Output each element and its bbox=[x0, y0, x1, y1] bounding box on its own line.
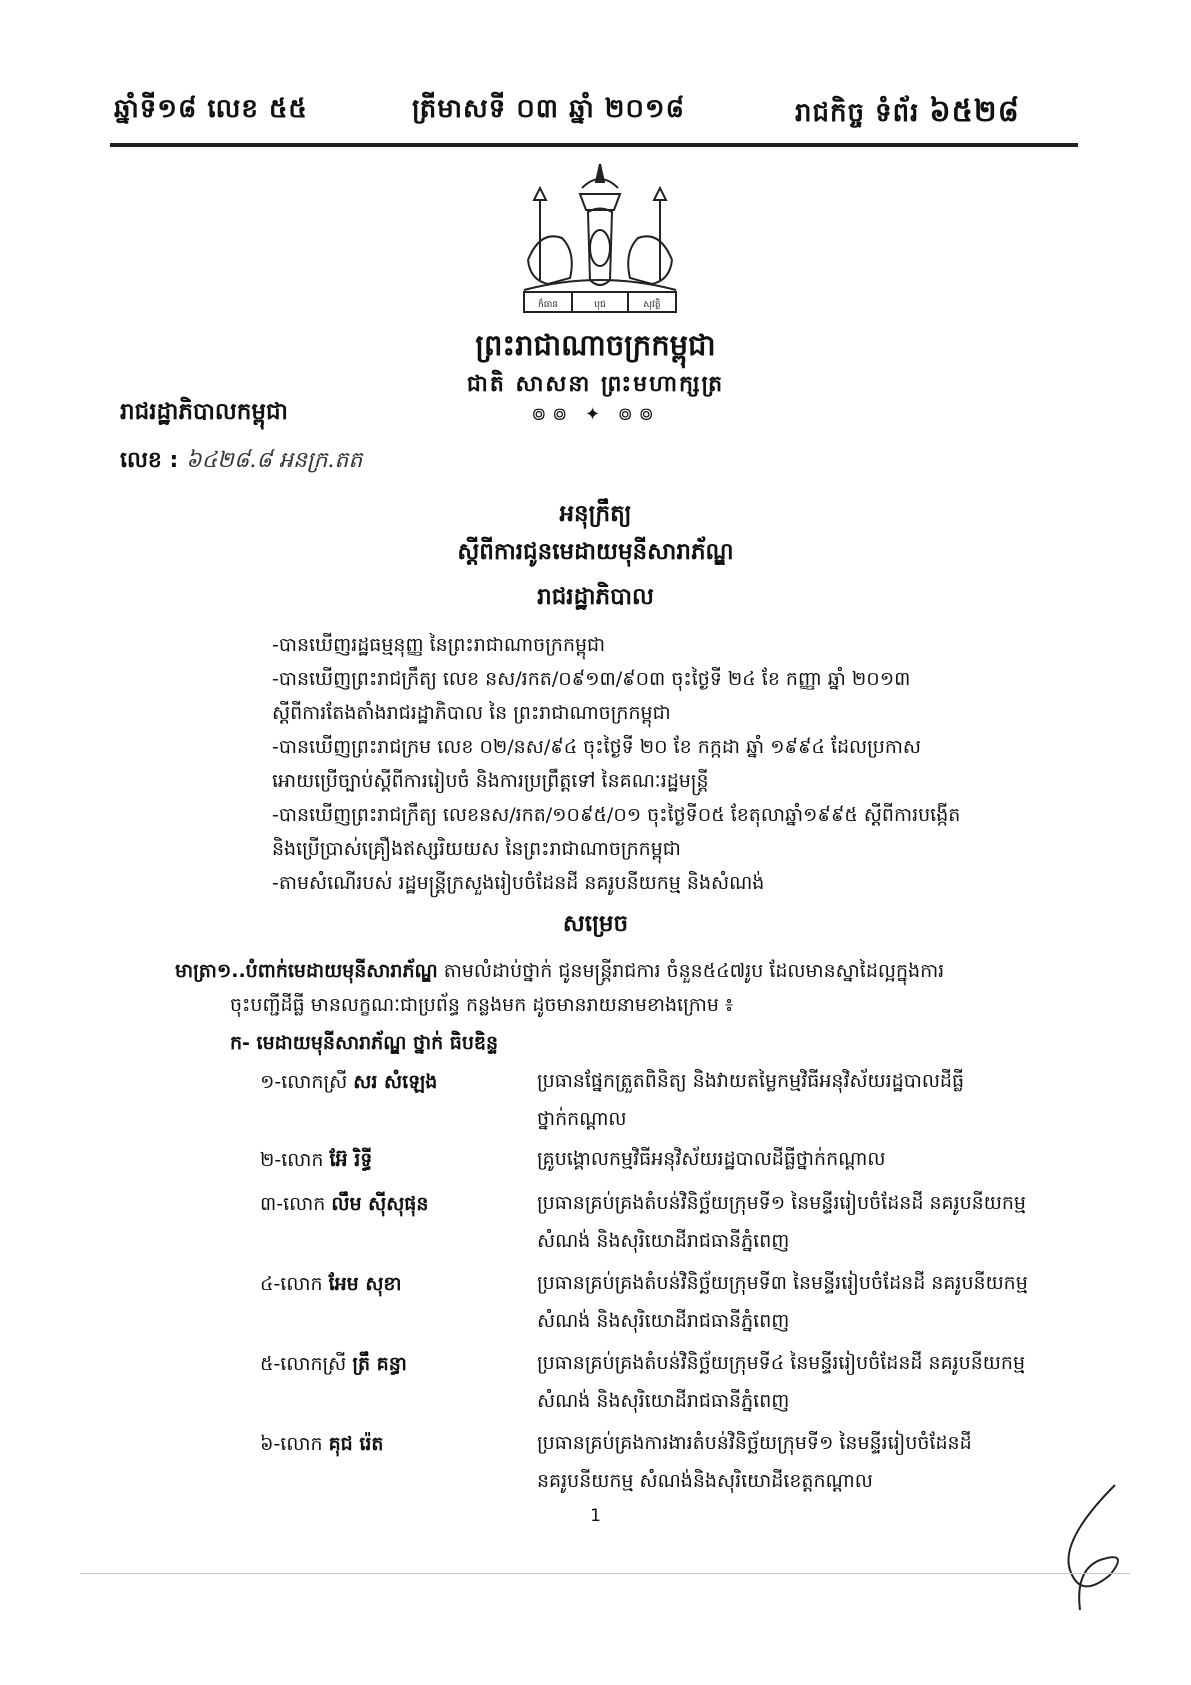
article-heading: .បំពាក់មេដាយមុនីសារាភ័ណ្ឌ bbox=[238, 960, 438, 982]
issuing-authority: រាជរដ្ឋាភិបាលកម្ពុជា bbox=[120, 399, 288, 425]
recipient-fullname: ត្រឹ គន្ធា bbox=[352, 1353, 407, 1375]
motto-ornament: ៙៙ ✦ ៙៙ bbox=[531, 404, 660, 425]
gazette-quarter: ត្រីមាសទី ០៣ ឆ្នាំ ២០១៨ bbox=[412, 94, 685, 124]
recipient-role-line: សំណង់ និងសុរិយោដីរាជធានីភ្នំពេញ bbox=[537, 1390, 790, 1412]
gazette-page-label: រាជកិច្ច ទំព័រ bbox=[795, 98, 920, 128]
recipient-fullname: សរ សំឡេង bbox=[353, 1071, 438, 1093]
recipient-role-line: សំណង់ និងសុរិយោដីរាជធានីភ្នំពេញ bbox=[537, 1230, 790, 1252]
preamble-line: អោយប្រើច្បាប់ស្តីពីការរៀបចំ និងការប្រព្រឹត្តទៅ នៃគណៈរដ្ឋមន្ត្រី bbox=[272, 770, 709, 792]
recipient-role bbox=[537, 1140, 1057, 1178]
recipient-fullname: គុជ រ៉េត bbox=[328, 1433, 384, 1455]
recipient-role-line: ប្រធានគ្រប់គ្រងការងារតំបន់វិនិច្ឆ័យក្រុមទី១ នៃមន្ទីររៀបចំដែនដី bbox=[537, 1432, 972, 1454]
article-1-line-2: ចុះបញ្ជីដីធ្លី មានលក្ខណៈជាប្រព័ន្ធ កន្លងមក ដូចមានរាយនាមខាងក្រោម ៖ bbox=[230, 994, 734, 1016]
recipient-role-line: ប្រធានគ្រប់គ្រងតំបន់វិនិច្ឆ័យក្រុមទី៣ នៃមន្ទីររៀបចំដែនដី នគរូបនីយកម្ម bbox=[537, 1272, 1028, 1294]
gazette-page-number: ៦៥២៨ bbox=[929, 94, 1020, 129]
article-text: តាមលំដាប់ថ្នាក់ ជូនមន្ត្រីរាជការ ចំនួន៥៤៧រូប ដែលមានស្នាដៃល្អក្នុងការ bbox=[443, 960, 945, 982]
seal-text-center: បុជ bbox=[594, 300, 606, 310]
recipient-prefix: ៣-លោក bbox=[260, 1193, 326, 1215]
reference-label: លេខ : bbox=[120, 448, 179, 473]
preamble-line: -បានឃើញព្រះរាជក្រឹត្យ លេខនស/រកត/១០៩៥/០១ ចុះថ្ងៃទី០៥ ខែតុលាឆ្នាំ១៩៩៥ ស្តីពីការបង្កើត bbox=[272, 804, 961, 826]
recipient-name bbox=[260, 1432, 383, 1460]
recipient-prefix: ៦-លោក bbox=[260, 1433, 323, 1455]
national-motto: ជាតិ សាសនា ព្រះមហាក្សត្រ bbox=[466, 372, 725, 397]
recipient-role bbox=[537, 1062, 1057, 1138]
recipient-fullname: អ៊ែ រិទ្ធី bbox=[329, 1149, 373, 1171]
recipient-role-line: ប្រធានគ្រប់គ្រងតំបន់វិនិច្ឆ័យក្រុមទី៤ នៃមន្ទីររៀបចំដែនដី នគរូបនីយកម្ម bbox=[537, 1352, 1026, 1374]
kingdom-title: ព្រះរាជាណាចក្រកម្ពុជា bbox=[475, 328, 716, 362]
preamble-line: -តាមសំណើរបស់ រដ្ឋមន្ត្រីក្រសួងរៀបចំដែនដី នគរូបនីយកម្ម និងសំណង់ bbox=[272, 872, 765, 894]
preamble-line: -បានឃើញព្រះរាជក្រម លេខ ០២/នស/៩៤ ចុះថ្ងៃទី ២០ ខែ កក្កដា ឆ្នាំ ១៩៩៤ ដែលប្រកាស bbox=[272, 736, 922, 758]
recipient-role-line: ថ្នាក់កណ្តាល bbox=[537, 1108, 627, 1130]
seal-text-left: ក៏ធាន bbox=[538, 300, 558, 310]
recipient-role-line: គ្រូបង្គោលកម្មវិធីអនុវិស័យរដ្ឋបាលដីធ្លីថ្នាក់កណ្តាល bbox=[537, 1148, 886, 1170]
signature-icon bbox=[1020, 1480, 1140, 1620]
recipient-role bbox=[537, 1344, 1057, 1420]
document-type: អនុក្រឹត្យ bbox=[559, 501, 632, 527]
recipient-name bbox=[260, 1148, 372, 1176]
recipient-fullname: លឹម ស៊ីសុផុន bbox=[331, 1193, 429, 1215]
seal-text-right: សុវត្ថិ bbox=[643, 300, 661, 310]
recipient-role-line: ប្រធានគ្រប់គ្រងតំបន់វិនិច្ឆ័យក្រុមទី១ នៃមន្ទីររៀបចំដែនដី នគរូបនីយកម្ម bbox=[537, 1192, 1026, 1214]
document-title: ស្តីពីការជូនមេដាយមុនីសារាភ័ណ្ឌ bbox=[457, 539, 734, 565]
reference-number bbox=[120, 446, 362, 478]
authority-heading: រាជរដ្ឋាភិបាល bbox=[537, 584, 654, 610]
recipient-role bbox=[537, 1424, 1057, 1500]
decision-heading: សម្រេច bbox=[562, 911, 629, 937]
gazette-year-issue: ឆ្នាំទី១៨ លេខ ៥៥ bbox=[114, 94, 308, 124]
medal-class-heading: ក- មេដាយមុនីសារាភ័ណ្ឌ ថ្នាក់ ធិបឌិន្ទ bbox=[230, 1032, 499, 1054]
recipient-name bbox=[260, 1352, 407, 1380]
recipient-role bbox=[537, 1264, 1057, 1340]
recipient-role-line: នគរូបនីយកម្ម សំណង់និងសុរិយោដីខេត្តកណ្តាល bbox=[537, 1470, 873, 1492]
preamble-line: និងប្រើប្រាស់គ្រឿងឥស្សរិយយស នៃព្រះរាជាណាចក្រកម្ពុជា bbox=[272, 838, 681, 860]
preamble-line: ស្តីពីការតែងតាំងរាជរដ្ឋាភិបាល នៃ ព្រះរាជាណាចក្រកម្ពុជា bbox=[272, 702, 671, 724]
recipient-prefix: ៤-លោក bbox=[260, 1273, 323, 1295]
recipient-name bbox=[260, 1192, 428, 1220]
royal-coat-of-arms-icon bbox=[510, 160, 690, 330]
preamble-line: -បានឃើញរដ្ឋធម្មនុញ្ញ នៃព្រះរាជាណាចក្រកម្ពុជា bbox=[272, 634, 606, 656]
reference-value: ៦៤២៨.៨ អនក្រ.តត bbox=[186, 448, 363, 473]
recipient-role bbox=[537, 1184, 1057, 1260]
article-number: មាត្រា១. bbox=[175, 960, 239, 982]
gazette-page-ref bbox=[795, 92, 1020, 136]
recipient-name bbox=[260, 1272, 402, 1300]
page-number: 1 bbox=[590, 1506, 601, 1526]
header-divider bbox=[110, 143, 1078, 147]
recipient-role-line: ប្រធានផ្នែកត្រួតពិនិត្យ និងវាយតម្លៃកម្មវិធីអនុវិស័យរដ្ឋបាលដីធ្លី bbox=[537, 1070, 965, 1092]
recipient-prefix: ២-លោក bbox=[260, 1149, 324, 1171]
recipient-prefix: ១-លោកស្រី bbox=[260, 1071, 348, 1093]
recipient-prefix: ៥-លោកស្រី bbox=[260, 1353, 347, 1375]
footer-divider bbox=[80, 1573, 1130, 1574]
recipient-fullname: អែម សុខា bbox=[328, 1273, 402, 1295]
recipient-name bbox=[260, 1070, 437, 1098]
preamble-line: -បានឃើញព្រះរាជក្រឹត្យ លេខ នស/រកត/០៩១៣/៩០៣ ចុះថ្ងៃទី ២៤ ខែ កញ្ញា ឆ្នាំ ២០១៣ bbox=[272, 668, 911, 690]
recipient-role-line: សំណង់ និងសុរិយោដីរាជធានីភ្នំពេញ bbox=[537, 1310, 790, 1332]
article-1-line-1 bbox=[175, 954, 944, 988]
